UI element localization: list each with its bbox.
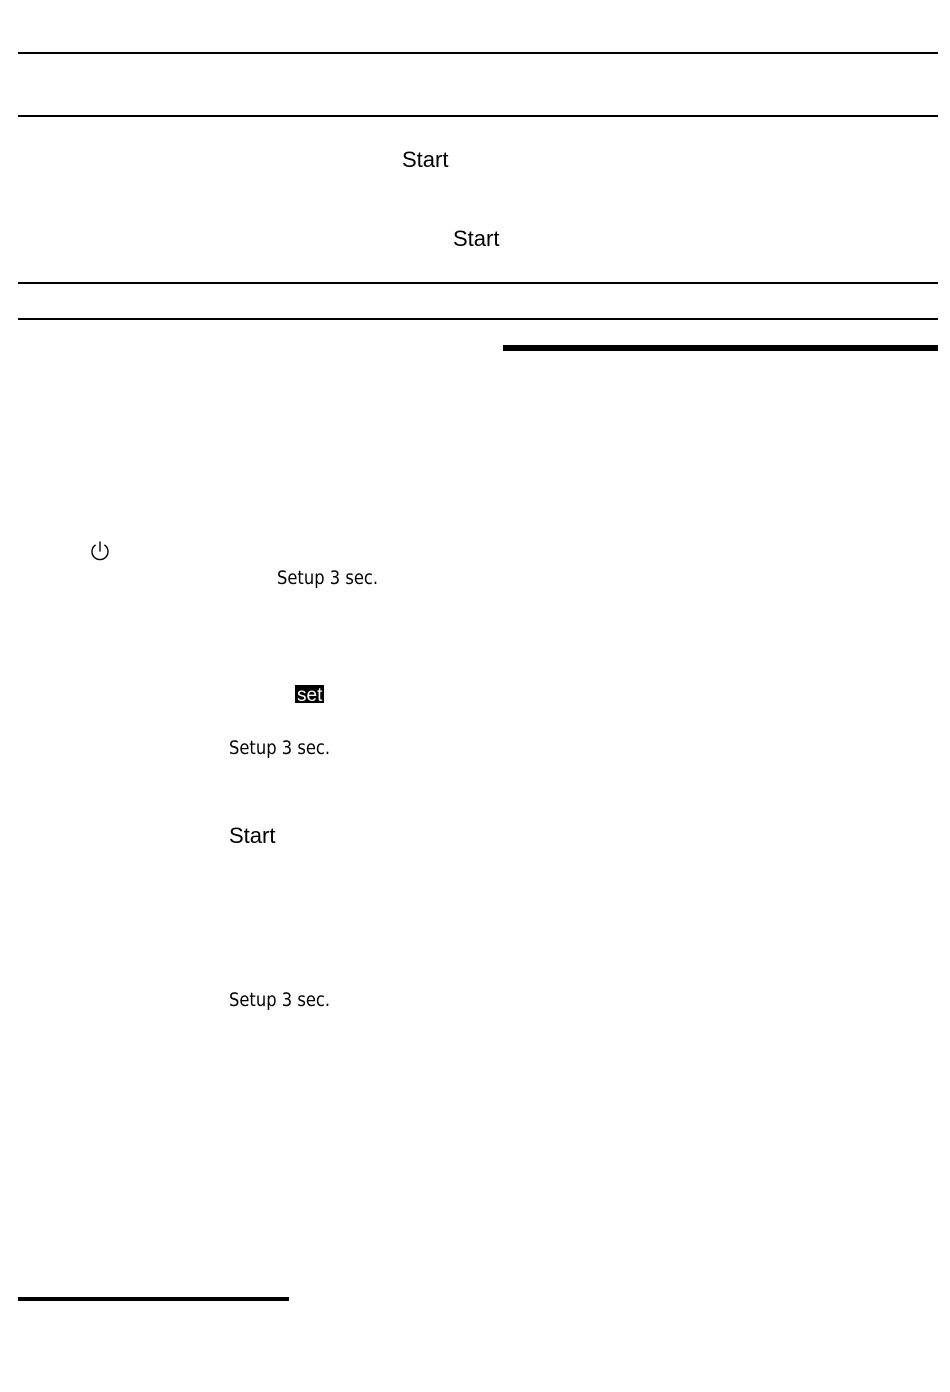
table-start-label-1: Start xyxy=(402,147,449,172)
set-display-badge: set xyxy=(297,685,323,706)
start-label: Start xyxy=(229,823,276,848)
table-top-rule xyxy=(18,52,938,54)
power-icon xyxy=(89,540,111,562)
setup-3-sec-label-2: Setup 3 sec. xyxy=(229,737,331,759)
table-start-label-2: Start xyxy=(453,226,500,251)
footnote-rule xyxy=(18,1297,289,1301)
setup-3-sec-label-3: Setup 3 sec. xyxy=(229,989,331,1011)
setup-3-sec-label-1: Setup 3 sec. xyxy=(277,567,379,589)
table-row-rule xyxy=(18,282,938,284)
section-heading-bar xyxy=(503,345,938,351)
table-header-rule xyxy=(18,115,938,117)
table-bottom-rule xyxy=(18,318,938,320)
